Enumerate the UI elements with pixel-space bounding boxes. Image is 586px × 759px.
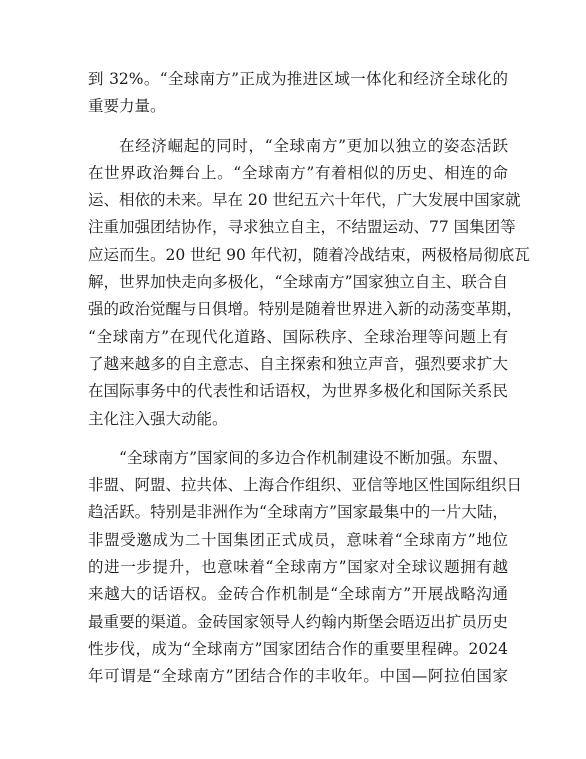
text-line: 重要力量。 [88,97,166,116]
text-line: 性步伐，成为“全球南方”国家团结合作的重要里程碑。2024 [88,639,508,658]
paragraph [88,133,530,433]
text-line: 非盟、阿盟、拉共体、上海合作组织、亚信等地区性国际组织日 [88,476,523,495]
text-line: “全球南方”国家间的多边合作机制建设不断加强。东盟、 [119,448,508,467]
text-line: 趋活跃。特别是非洲作为“全球南方”国家最集中的一片大陆， [88,503,508,522]
text-line: 主化注入强大动能。 [88,409,228,428]
text-line: 的进一步提升，也意味着“全球南方”国家对全球议题拥有越 [88,558,508,577]
text-line: 在世界政治舞台上。“全球南方”有着相似的历史、相连的命 [88,163,508,182]
text-line: 运、相依的未来。早在 20 世纪五六十年代，广大发展中国家就 [88,191,521,210]
paragraph [88,445,523,691]
text-line: 在国际事务中的代表性和话语权，为世界多极化和国际关系民 [88,382,508,401]
text-line: 年可谓是“全球南方”团结合作的丰收年。中国—阿拉伯国家 [88,667,508,686]
text-line: 最重要的渠道。金砖国家领导人约翰内斯堡会晤迈出扩员历史 [88,612,508,631]
paragraph [88,66,508,121]
text-line: 在经济崛起的同时，“全球南方”更加以独立的姿态活跃 [119,136,508,155]
text-line: 强的政治觉醒与日俱增。特别是随着世界进入新的动荡变革期， [88,300,523,319]
text-line: 来越大的话语权。金砖合作机制是“全球南方”开展战略沟通 [88,585,508,604]
text-line: 应运而生。20 世纪 90 年代初，随着冷战结束，两极格局彻底瓦 [88,245,530,264]
text-line: “全球南方”在现代化道路、国际秩序、全球治理等问题上有 [88,327,508,346]
text-line: 到 32%。“全球南方”正成为推进区域一体化和经济全球化的 [88,70,508,88]
text-line: 注重加强团结协作，寻求独立自主，不结盟运动、77 国集团等 [88,218,516,237]
text-line: 解，世界加快走向多极化，“全球南方”国家独立自主、联合自 [88,273,508,292]
text-line: 了越来越多的自主意志、自主探索和独立声音，强烈要求扩大 [88,354,508,373]
text-line: 非盟受邀成为二十国集团正式成员，意味着“全球南方”地位 [88,530,508,549]
body-text [88,66,530,691]
